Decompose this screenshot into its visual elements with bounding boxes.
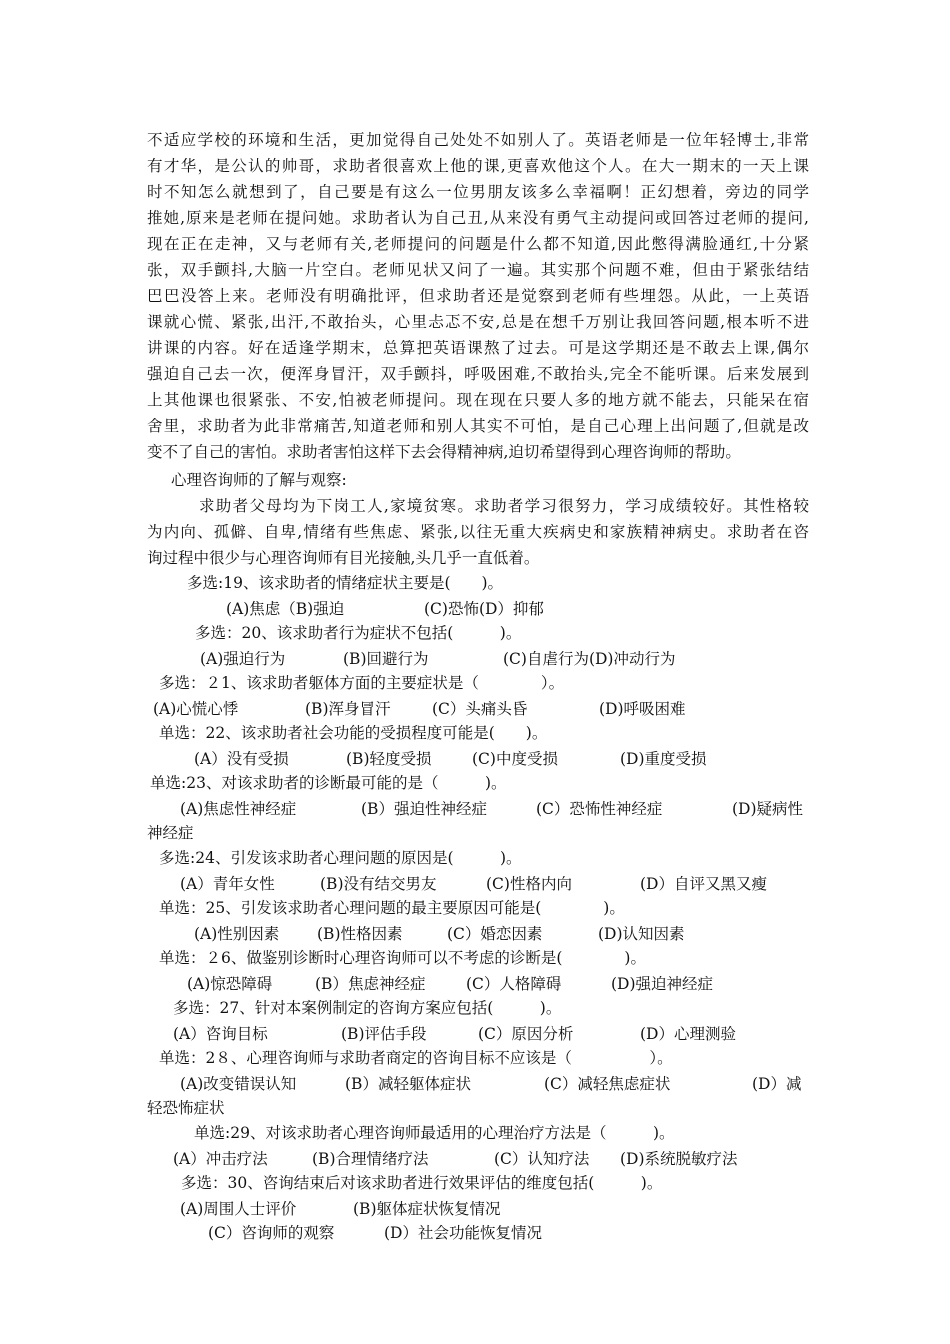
question-27-stem: 多选：27、针对本案例制定的咨询方案应包括( )。 — [173, 999, 562, 1017]
narrative-line: 时不知怎么就想到了，自己要是有这么一位男朋友该多么幸福啊！正幻想着，旁边的同学 — [147, 183, 809, 201]
narrative-line: 课就心慌、紧张,出汗,不敢抬头，心里忐忑不安,总是在想千万别让我回答问题,根本听不进 — [147, 313, 809, 331]
question-30-option-a: (A)周围人士评价 — [180, 1200, 297, 1218]
question-25-option-b: (B)性格因素 — [317, 925, 403, 943]
observation-line: 求助者父母均为下岗工人,家境贫寒。求助者学习很努力，学习成绩较好。其性格较 — [199, 497, 809, 515]
question-24-option-b: (B)没有结交男友 — [320, 875, 437, 893]
question-25-option-d: (D)认知因素 — [598, 925, 685, 943]
question-29-option-a: (A）冲击疗法 — [173, 1150, 268, 1168]
narrative-line: 不适应学校的环境和生活，更加觉得自己处处不如别人了。英语老师是一位年轻博士,非常 — [147, 131, 809, 149]
observation-line: 为内向、孤僻、自卑,情绪有些焦虑、紧张,以往无重大疾病史和家族精神病史。求助者在咨 — [147, 523, 809, 541]
question-24-option-c: (C)性格内向 — [486, 875, 572, 893]
question-24-option-a: (A）青年女性 — [180, 875, 275, 893]
question-19-option-ab: (A)焦虑（B)强迫 — [226, 600, 345, 618]
question-26-option-d: (D)强迫神经症 — [611, 975, 714, 993]
question-19-option-cd: (C)恐怖(D）抑郁 — [424, 600, 544, 618]
question-23-option-b: (B）强迫性神经症 — [361, 800, 487, 818]
question-23-option-c: (C）恐怖性神经症 — [536, 800, 663, 818]
question-22-option-d: (D)重度受损 — [620, 750, 707, 768]
question-21-stem: 多选：２1、该求助者躯体方面的主要症状是（ ）。 — [159, 674, 565, 692]
question-27-option-d: (D）心理测验 — [640, 1025, 736, 1043]
question-21-option-b: (B)浑身冒汗 — [305, 700, 391, 718]
question-20-option-cd: (C)自虐行为(D)冲动行为 — [503, 650, 676, 668]
question-21-option-d: (D)呼吸困难 — [599, 700, 686, 718]
narrative-line: 推她,原来是老师在提问她。求助者认为自己丑,从来没有勇气主动提问或回答过老师的提问, — [147, 209, 809, 227]
question-20-stem: 多选：20、该求助者行为症状不包括( )。 — [195, 624, 522, 642]
observation-heading: 心理咨询师的了解与观察: — [171, 471, 347, 489]
question-20-option-a: (A)强迫行为 — [200, 650, 286, 668]
question-25-stem: 单选：25、引发该求助者心理问题的最主要原因可能是( )。 — [159, 899, 625, 917]
narrative-line: 讲课的内容。好在适逢学期末，总算把英语课熬了过去。可是这学期还是不敢去上课,偶尔 — [147, 339, 809, 357]
observation-line: 询过程中很少与心理咨询师有目光接触,头几乎一直低着。 — [147, 549, 540, 567]
question-30-option-c: (C）咨询师的观察 — [208, 1224, 335, 1242]
narrative-line: 舍里，求助者为此非常痛苦,知道老师和别人其实不可怕，是自己心理上出问题了,但就是改 — [147, 417, 809, 435]
question-22-option-a: (A）没有受损 — [194, 750, 289, 768]
question-29-option-b: (B)合理情绪疗法 — [312, 1150, 429, 1168]
narrative-line: 张，双手颤抖,大脑一片空白。老师见状又问了一遍。其实那个问题不难，但由于紧张结结 — [147, 261, 809, 279]
question-28-stem: 单选：2８、心理咨询师与求助者商定的咨询目标不应该是（ ）。 — [159, 1049, 673, 1067]
question-23-option-a: (A)焦虑性神经症 — [180, 800, 297, 818]
narrative-line: 巴巴没答上来。老师没有明确批评，但求助者还是觉察到老师有些埋怨。从此，一上英语 — [147, 287, 809, 305]
question-22-option-b: (B)轻度受损 — [346, 750, 432, 768]
question-29-option-c: (C）认知疗法 — [494, 1150, 590, 1168]
narrative-line: 强迫自己去一次，便浑身冒汗，双手颤抖，呼吸困难,不敢抬头,完全不能听课。后来发展到 — [147, 365, 809, 383]
question-26-option-b: (B）焦虑神经症 — [315, 975, 426, 993]
narrative-line: 变不了自己的害怕。求助者害怕这样下去会得精神病,迫切希望得到心理咨询师的帮助。 — [147, 443, 741, 461]
question-27-option-b: (B)评估手段 — [341, 1025, 427, 1043]
narrative-line: 有才华，是公认的帅哥，求助者很喜欢上他的课,更喜欢他这个人。在大一期末的一天上课 — [147, 157, 809, 175]
question-27-option-c: (C）原因分析 — [478, 1025, 574, 1043]
question-21-option-a: (A)心慌心悸 — [153, 700, 239, 718]
question-23-option-d-wrap: 神经症 — [147, 824, 194, 842]
question-24-option-d: (D）自评又黑又瘦 — [640, 875, 767, 893]
question-26-option-a: (A)惊恐障碍 — [187, 975, 273, 993]
question-29-stem: 单选:29、对该求助者心理咨询师最适用的心理治疗方法是（ )。 — [194, 1124, 675, 1142]
question-30-stem: 多选：30、咨询结束后对该求助者进行效果评估的维度包括( )。 — [181, 1174, 663, 1192]
question-26-option-c: (C）人格障碍 — [466, 975, 562, 993]
question-24-stem: 多选:24、引发该求助者心理问题的原因是( )。 — [159, 849, 522, 867]
narrative-line: 现在正在走神，又与老师有关,老师提问的问题是什么都不知道,因此憋得满脸通红,十分紧 — [147, 235, 809, 253]
question-21-option-c: (C）头痛头昏 — [432, 700, 528, 718]
question-27-option-a: (A）咨询目标 — [173, 1025, 268, 1043]
question-29-option-d: (D)系统脱敏疗法 — [620, 1150, 738, 1168]
question-30-option-b: (B)躯体症状恢复情况 — [353, 1200, 501, 1218]
question-20-option-b: (B)回避行为 — [343, 650, 429, 668]
question-22-option-c: (C)中度受损 — [472, 750, 558, 768]
question-28-option-a: (A)改变错误认知 — [180, 1075, 297, 1093]
narrative-line: 上其他课也很紧张、不安,怕被老师提问。现在现在只要人多的地方就不能去，只能呆在宿 — [147, 391, 809, 409]
question-19-stem: 多选:19、该求助者的情绪症状主要是( )。 — [187, 574, 504, 592]
question-23-stem: 单选:23、对该求助者的诊断最可能的是（ )。 — [150, 774, 507, 792]
question-28-option-d-wrap: 轻恐怖症状 — [147, 1099, 225, 1117]
question-28-option-d: (D）减 — [752, 1075, 802, 1093]
question-22-stem: 单选：22、该求助者社会功能的受损程度可能是( )。 — [159, 724, 548, 742]
question-28-option-b: (B）减轻躯体症状 — [345, 1075, 471, 1093]
question-25-option-a: (A)性别因素 — [194, 925, 280, 943]
question-30-option-d: (D）社会功能恢复情况 — [384, 1224, 542, 1242]
question-25-option-c: (C）婚恋因素 — [447, 925, 543, 943]
question-23-option-d: (D)疑病性 — [732, 800, 804, 818]
question-26-stem: 单选：２6、做鉴别诊断时心理咨询师可以不考虑的诊断是( )。 — [159, 949, 646, 967]
question-28-option-c: (C）减轻焦虑症状 — [544, 1075, 671, 1093]
